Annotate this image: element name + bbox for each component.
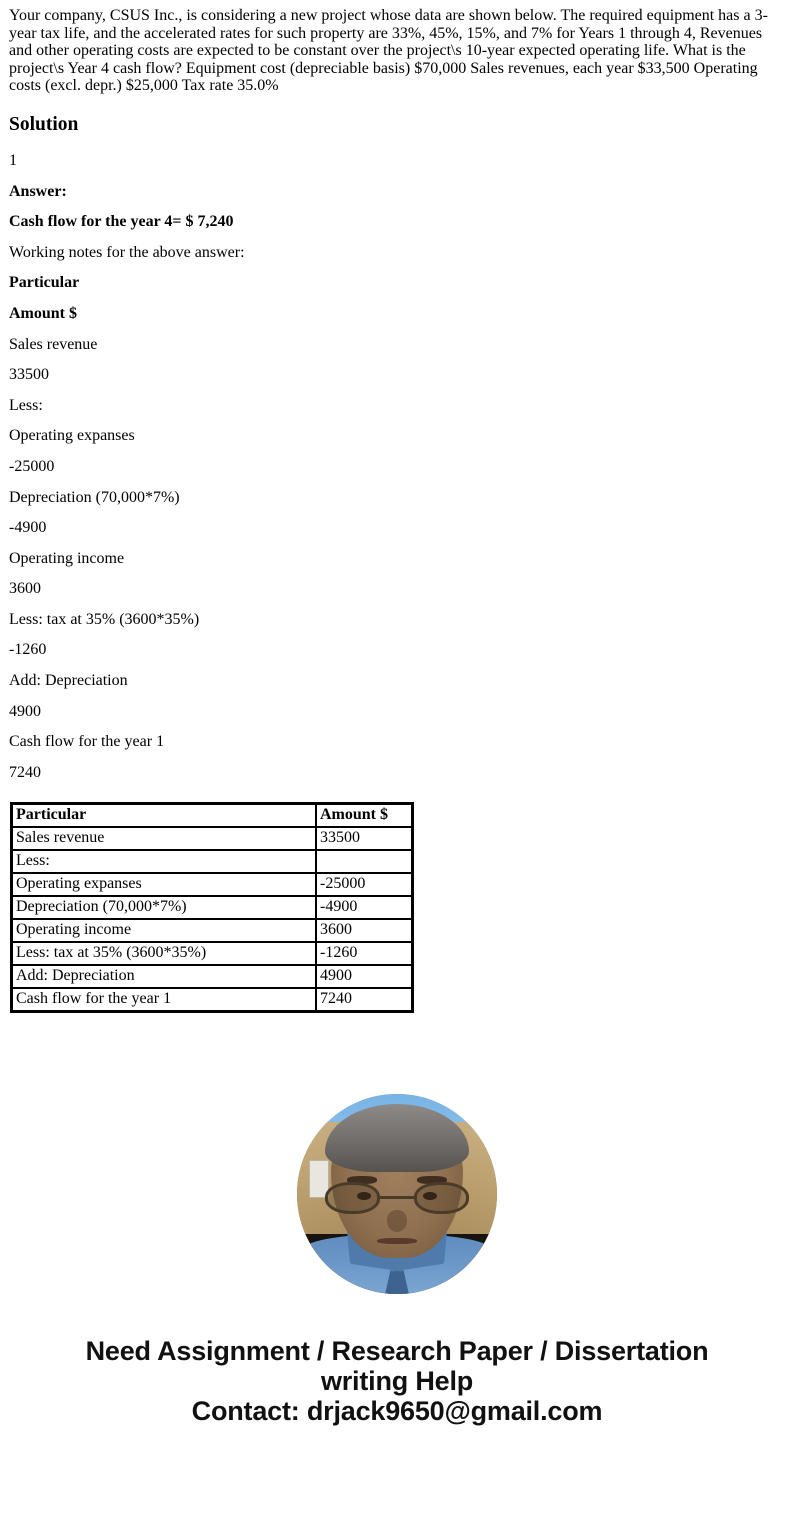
working-note-line: -4900 (9, 519, 47, 537)
table-cell-amount: -4900 (316, 896, 412, 919)
working-note-line: Particular (9, 274, 80, 292)
table-header-amount: Amount $ (316, 804, 412, 827)
table-cell-particular: Cash flow for the year 1 (12, 988, 316, 1011)
table-cell-particular: Operating income (12, 919, 316, 942)
table-row (12, 988, 412, 1011)
working-note-line: Depreciation (70,000*7%) (9, 488, 180, 506)
working-note-line: -25000 (9, 457, 55, 475)
table-cell-particular: Less: tax at 35% (3600*35%) (12, 942, 316, 965)
working-note-line: Amount $ (9, 304, 78, 322)
working-note-line: -1260 (9, 641, 47, 659)
avatar-glasses-lens-left (325, 1182, 380, 1214)
question-paragraph: Your company, CSUS Inc., is considering a new project whose data are shown below. The required equipment has a 3-year tax life, and the accelerated rates for such property are 33%, 45%, 15%, and 7% for Years 1 through 4, Revenues and other operating costs are expected to be constant over the project\s 10-year expected operating life. What is the project\s Year 4 cash flow? Equipment cost (depreciable basis) $70,000 Sales revenues, each year $33,500 Operating costs (excl. depr.) $25,000 Tax rate 35.0% (9, 7, 768, 95)
avatar (297, 1094, 497, 1294)
table-cell-amount: 7240 (316, 988, 412, 1011)
table-row (12, 850, 412, 873)
cash-flow-table (10, 802, 414, 1013)
footer-line-1: Need Assignment / Research Paper / Dissertation (85, 1336, 709, 1367)
table-cell-particular: Operating expanses (12, 873, 316, 896)
table-header-row (12, 804, 412, 827)
avatar-glasses-bridge (380, 1196, 415, 1199)
table-cell-particular: Less: (12, 850, 316, 873)
solution-heading: Solution (9, 113, 79, 135)
step-number: 1 (9, 151, 17, 169)
table-cell-amount: 33500 (316, 827, 412, 850)
working-note-line: Cash flow for the year 1 (9, 733, 165, 751)
table-cell-amount (316, 850, 412, 873)
table-cell-particular: Sales revenue (12, 827, 316, 850)
table-row (12, 827, 412, 850)
table-cell-particular: Add: Depreciation (12, 965, 316, 988)
table-row (12, 896, 412, 919)
table-cell-amount: -25000 (316, 873, 412, 896)
table-cell-amount: 3600 (316, 919, 412, 942)
working-note-line: Sales revenue (9, 335, 98, 353)
working-note-line: 33500 (9, 366, 49, 384)
working-note-line: 4900 (9, 702, 41, 720)
working-note-line: 7240 (9, 763, 41, 781)
table-row (12, 965, 412, 988)
table-cell-particular: Depreciation (70,000*7%) (12, 896, 316, 919)
working-note-line: Add: Depreciation (9, 672, 128, 690)
working-note-line: 3600 (9, 580, 41, 598)
answer-label: Answer: (9, 182, 67, 200)
footer-line-2: writing Help (320, 1366, 474, 1397)
working-notes-lines (9, 268, 785, 788)
table-header-particular: Particular (12, 804, 316, 827)
footer-promo (9, 1336, 785, 1450)
table-cell-amount: -1260 (316, 942, 412, 965)
avatar-container (9, 1094, 785, 1294)
table-row (12, 873, 412, 896)
footer-contact: Contact: drjack9650@gmail.com (191, 1396, 603, 1427)
working-note-line: Less: tax at 35% (3600*35%) (9, 610, 200, 628)
table-cell-amount: 4900 (316, 965, 412, 988)
table-row (12, 942, 412, 965)
working-note-line: Operating income (9, 549, 125, 567)
table-row (12, 919, 412, 942)
working-note-line: Operating expanses (9, 427, 135, 445)
working-notes-label: Working notes for the above answer: (9, 243, 245, 261)
answer-value: Cash flow for the year 4= $ 7,240 (9, 213, 234, 231)
avatar-glasses-lens-right (414, 1182, 469, 1214)
working-note-line: Less: (9, 396, 43, 414)
